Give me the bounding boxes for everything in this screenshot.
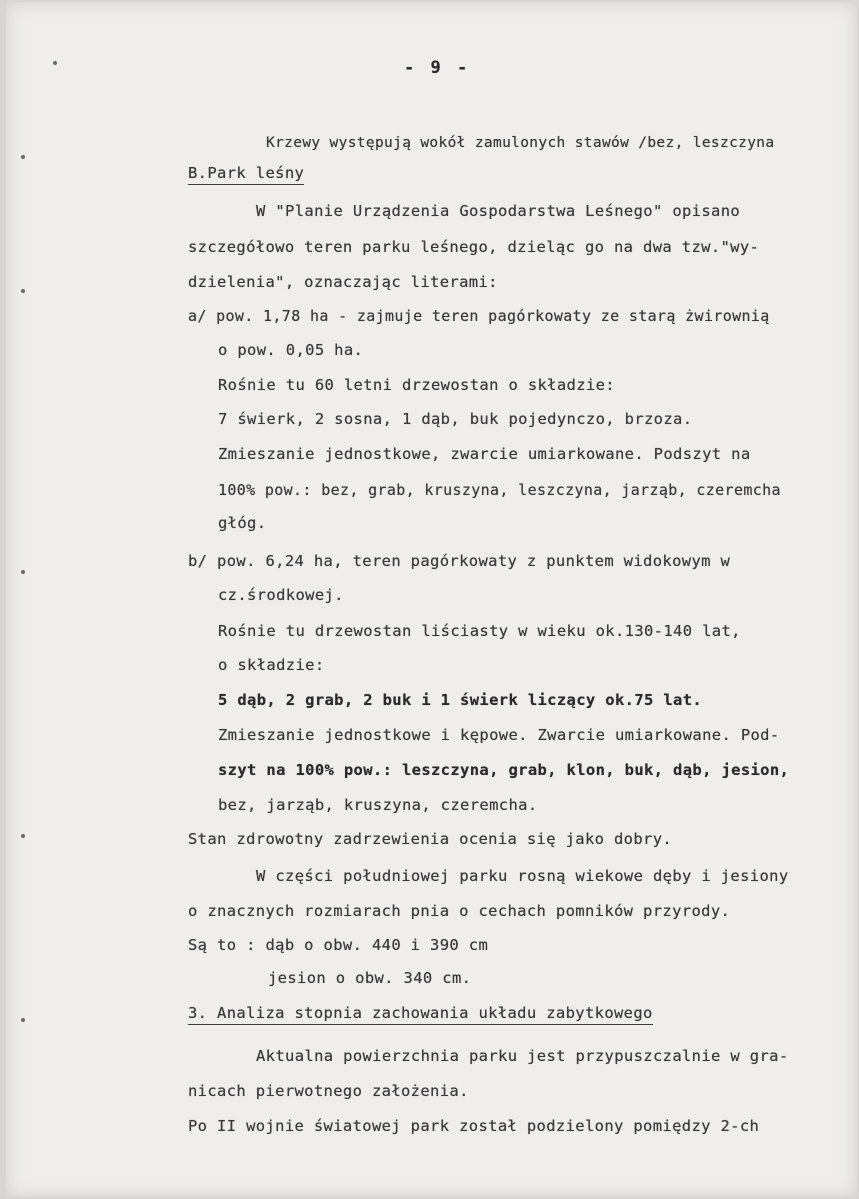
text-line: 7 świerk, 2 sosna, 1 dąb, buk pojedynczo, brzoza. xyxy=(218,410,693,428)
margin-mark xyxy=(21,834,25,838)
margin-mark xyxy=(21,570,25,574)
text-line: Są to : dąb o obw. 440 i 390 cm xyxy=(188,936,489,954)
document-page xyxy=(6,2,857,1197)
text-line: Rośnie tu 60 letni drzewostan o składzie: xyxy=(218,376,615,394)
text-line: bez, jarząb, kruszyna, czeremcha. xyxy=(218,796,538,814)
text-line: Zmieszanie jednostkowe i kępowe. Zwarcie umiarkowane. Pod- xyxy=(218,726,780,744)
margin-mark xyxy=(21,289,25,293)
section-heading: B.Park leśny xyxy=(188,163,304,185)
text-line: Po II wojnie światowej park został podzielony pomiędzy 2-ch xyxy=(188,1117,760,1135)
text-line: Krzewy występują wokół zamulonych stawów /bez, leszczyna xyxy=(266,135,775,151)
text-line: o składzie: xyxy=(218,656,325,674)
text-line: o pow. 0,05 ha. xyxy=(218,341,364,359)
text-line: nicach pierwotnego założenia. xyxy=(188,1082,469,1100)
text-line: szyt na 100% pow.: leszczyna, grab, klon, buk, dąb, jesion, xyxy=(218,761,790,779)
text-line: o znacznych rozmiarach pnia o cechach pomników przyrody. xyxy=(188,902,731,920)
text-line: jesion o obw. 340 cm. xyxy=(268,969,472,987)
page-number: - 9 - xyxy=(404,58,471,78)
text-line: W "Planie Urządzenia Gospodarstwa Leśnego" opisano xyxy=(256,202,741,220)
text-line: szczegółowo teren parku leśnego, dzieląc go na dwa tzw."wy- xyxy=(188,238,760,256)
section-heading: 3. Analiza stopnia zachowania układu zabytkowego xyxy=(188,1003,653,1025)
text-line: Aktualna powierzchnia parku jest przypuszczalnie w gra- xyxy=(256,1047,789,1065)
text-line: dzielenia", oznaczając literami: xyxy=(188,273,498,291)
text-line: 5 dąb, 2 grab, 2 buk i 1 świerk liczący ok.75 lat. xyxy=(218,691,703,709)
text-line: b/ pow. 6,24 ha, teren pagórkowaty z punktem widokowym w xyxy=(188,552,731,570)
text-line: głóg. xyxy=(218,514,267,532)
margin-mark xyxy=(21,155,25,159)
margin-mark xyxy=(21,1018,25,1022)
text-line: Stan zdrowotny zadrzewienia ocenia się jako dobry. xyxy=(188,830,673,848)
text-line: cz.środkowej. xyxy=(218,586,344,604)
margin-mark xyxy=(53,61,57,65)
text-line: Rośnie tu drzewostan liściasty w wieku ok.130-140 lat, xyxy=(218,622,741,640)
text-line: W części południowej parku rosną wiekowe dęby i jesiony xyxy=(256,867,789,885)
text-line: Zmieszanie jednostkowe, zwarcie umiarkowane. Podszyt na xyxy=(218,445,751,463)
text-line: a/ pow. 1,78 ha - zajmuje teren pagórkowaty ze starą żwirownią xyxy=(188,307,770,325)
text-line: 100% pow.: bez, grab, kruszyna, leszczyna, jarząb, czeremcha xyxy=(218,481,781,499)
